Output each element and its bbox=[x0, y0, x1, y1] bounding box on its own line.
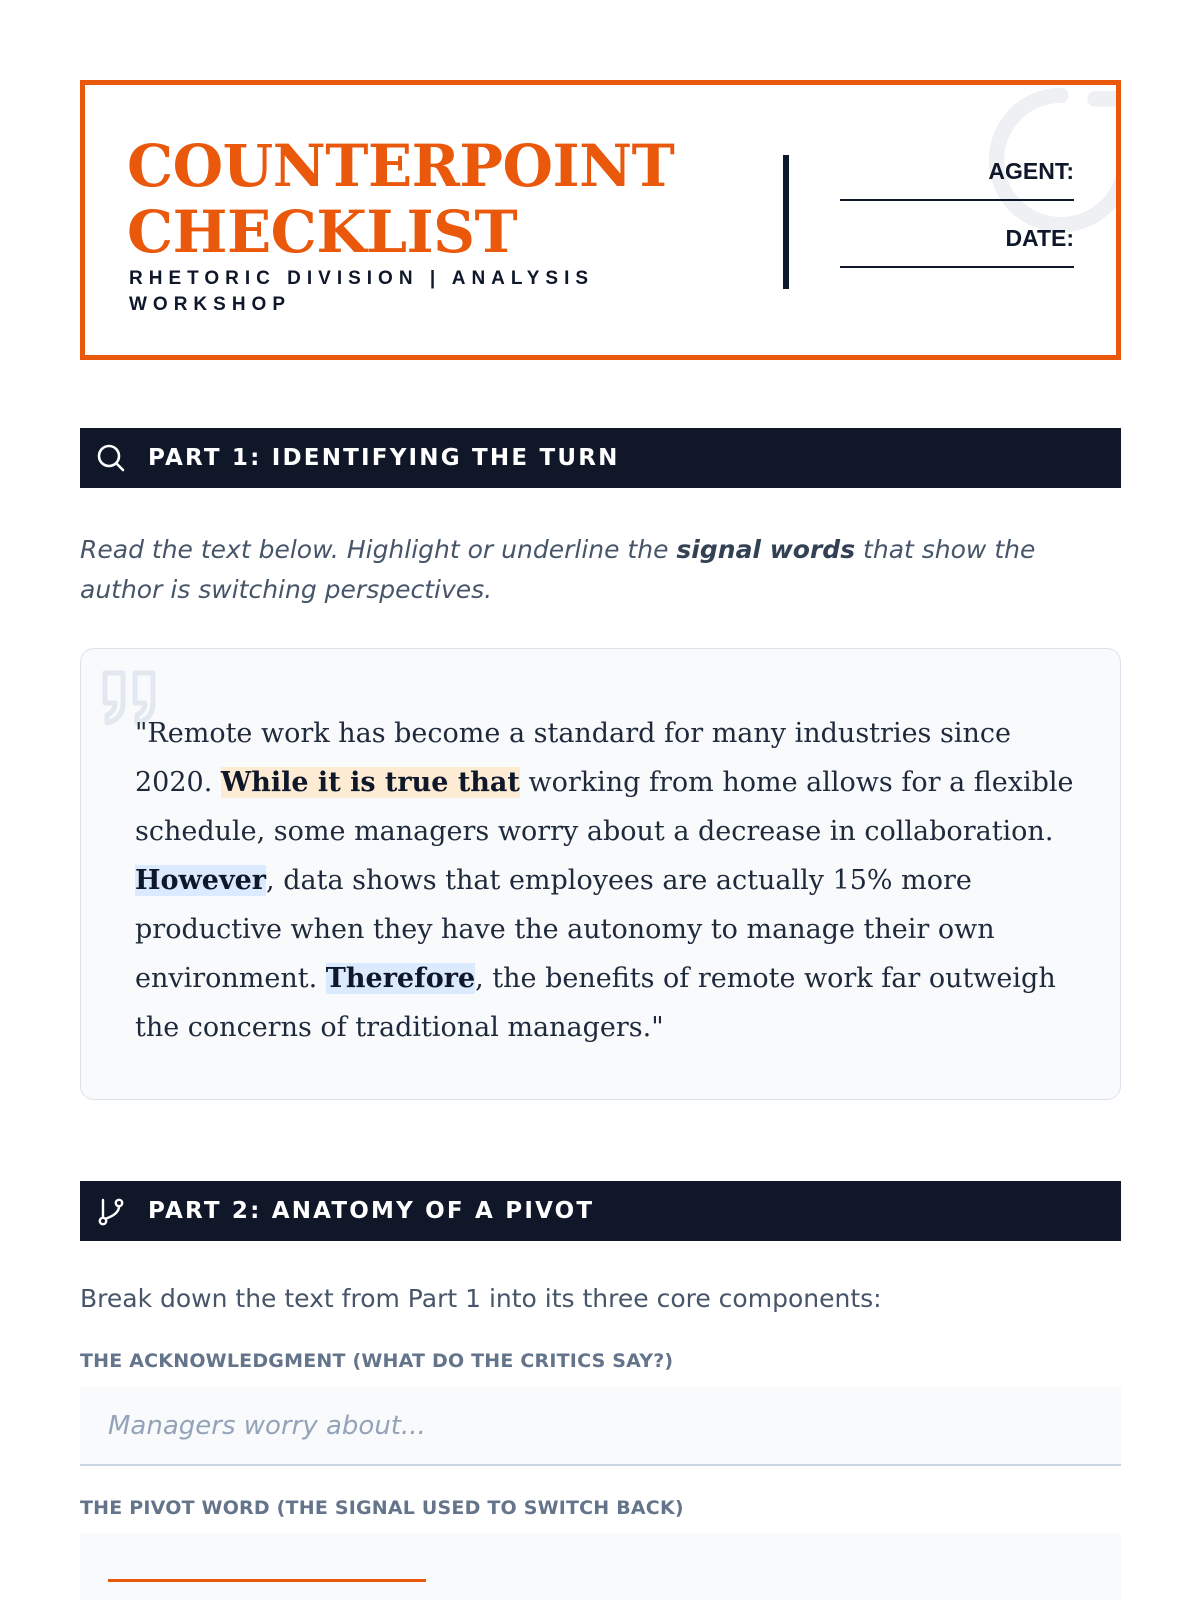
agent-label: AGENT: bbox=[988, 158, 1074, 184]
date-label: DATE: bbox=[1005, 225, 1074, 251]
header-divider bbox=[783, 155, 789, 289]
signal-word-acknowledgment[interactable]: While it is true that bbox=[220, 767, 520, 798]
pivot-word-blank-line[interactable] bbox=[108, 1579, 426, 1582]
search-icon bbox=[96, 443, 126, 473]
signal-word-pivot[interactable]: However bbox=[135, 865, 267, 896]
instructions-text-2: that show the author is switching perspectives. bbox=[80, 535, 1036, 604]
quote-segment-3: , data shows that employees are actually 15% more productive when they have the autonomy to manage their own environment. bbox=[135, 865, 995, 994]
worksheet-header bbox=[80, 80, 1121, 360]
part2-title: PART 2: ANATOMY OF A PIVOT bbox=[148, 1198, 595, 1224]
title-line-1: COUNTERPOINT bbox=[127, 132, 675, 200]
quote-segment-2: working from home allows for a flexible schedule, some managers worry about a decrease in collaboration. bbox=[135, 767, 1074, 847]
quote-segment-1: "Remote work has become a standard for many industries since 2020. bbox=[135, 718, 1011, 798]
quote-card bbox=[80, 648, 1121, 1100]
title-line-2: CHECKLIST bbox=[127, 198, 518, 266]
acknowledgment-field[interactable] bbox=[80, 1387, 1121, 1466]
signal-word-conclusion[interactable]: Therefore bbox=[325, 963, 476, 994]
part2-header bbox=[80, 1181, 1121, 1241]
page-title bbox=[127, 133, 674, 265]
pivot-word-label: THE PIVOT WORD (THE SIGNAL USED TO SWITCH BACK) bbox=[80, 1497, 684, 1519]
git-branch-icon bbox=[96, 1196, 126, 1226]
date-field[interactable] bbox=[834, 225, 1074, 268]
quote-segment-4: , the benefits of remote work far outweigh the concerns of traditional managers." bbox=[135, 963, 1056, 1043]
date-blank-line[interactable] bbox=[840, 266, 1074, 268]
instructions-bold: signal words bbox=[676, 535, 856, 564]
acknowledgment-label: THE ACKNOWLEDGMENT (WHAT DO THE CRITICS SAY?) bbox=[80, 1350, 674, 1372]
part1-header bbox=[80, 428, 1121, 488]
part1-title: PART 1: IDENTIFYING THE TURN bbox=[148, 445, 620, 471]
acknowledgment-input[interactable] bbox=[80, 1387, 1121, 1464]
instructions-text-1: Read the text below. Highlight or underline the bbox=[80, 535, 677, 564]
agent-blank-line[interactable] bbox=[840, 199, 1074, 201]
quote-text bbox=[135, 709, 1075, 1052]
pivot-word-field[interactable] bbox=[80, 1533, 1121, 1600]
agent-field[interactable] bbox=[834, 158, 1074, 201]
page-subtitle: RHETORIC DIVISION | ANALYSIS WORKSHOP bbox=[129, 268, 595, 315]
part1-instructions bbox=[80, 530, 1121, 610]
part2-intro: Break down the text from Part 1 into its three core components: bbox=[80, 1284, 882, 1313]
